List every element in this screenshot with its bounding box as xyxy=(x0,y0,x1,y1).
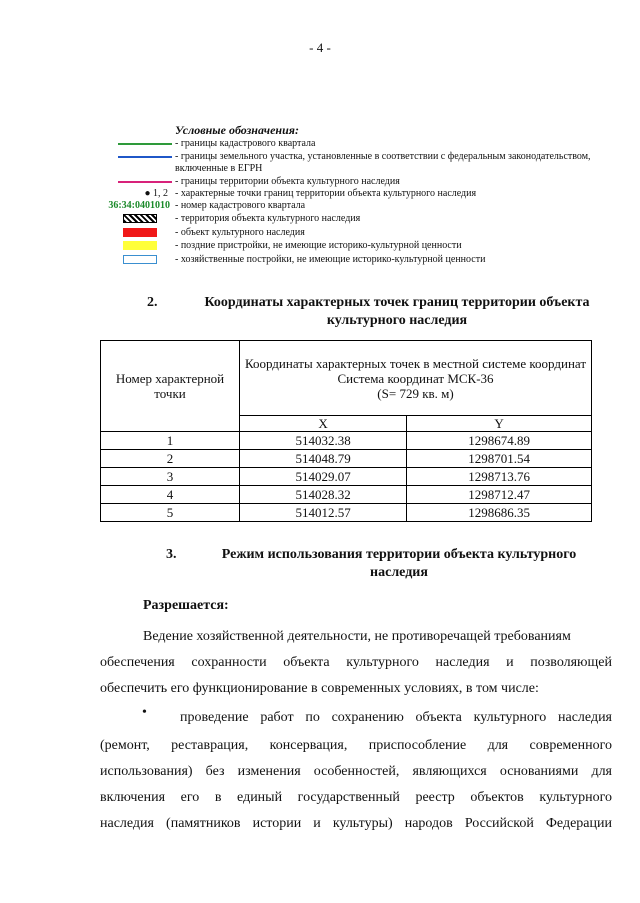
table-row: 1 514032.38 1298674.89 xyxy=(101,432,592,450)
paragraph-line: обеспечения сохранности объекта культурного наследия и позволяющей xyxy=(100,655,612,670)
table-row: 5 514012.57 1298686.35 xyxy=(101,504,592,522)
yellow-box-icon xyxy=(123,241,157,250)
red-box-icon xyxy=(123,228,157,237)
pink-line-icon xyxy=(118,181,172,183)
legend-item-heritage-object: - объект культурного наследия xyxy=(100,227,620,239)
section-2-title-line1: Координаты характерных точек границ территории объекта xyxy=(204,295,590,310)
outlined-box-icon xyxy=(123,255,157,264)
hatched-box-icon xyxy=(123,214,157,223)
section-2-heading xyxy=(147,294,607,334)
section-3-number: 3. xyxy=(166,547,177,562)
paragraph-line: обеспечить его функционирование в современных условиях, в том числе: xyxy=(100,681,539,696)
allowed-heading: Разрешается: xyxy=(143,598,229,613)
point-marker-icon: ● 1, 2 xyxy=(144,188,168,199)
section-2-title-line2: культурного наследия xyxy=(326,313,468,328)
table-row: 2 514048.79 1298701.54 xyxy=(101,450,592,468)
paragraph-line: Ведение хозяйственной деятельности, не противоречащей требованиям xyxy=(143,629,571,644)
table-row: 4 514028.32 1298712.47 xyxy=(101,486,592,504)
legend-item-heritage-boundary: - границы территории объекта культурного наследия xyxy=(100,176,620,188)
header-coordinates: Координаты характерных точек в местной системе координат Система координат МСК-36 (S= 729 кв. м) xyxy=(240,341,592,416)
green-line-icon xyxy=(118,143,172,145)
bullet-line: проведение работ по сохранению объекта культурного наследия xyxy=(180,710,612,725)
section-3-heading xyxy=(166,546,596,586)
bullet-line: использования) без изменения особенностей, являющихся основаниями для xyxy=(100,764,612,779)
cadastral-code: 36:34:0401010 xyxy=(108,200,170,211)
section-2-number: 2. xyxy=(147,295,158,310)
section-3-title-line1: Режим использования территории объекта культурного xyxy=(221,547,577,562)
legend-item-late-additions: - поздние пристройки, не имеющие историко-культурной ценности xyxy=(100,240,620,252)
blue-line-icon xyxy=(118,156,172,158)
header-x: X xyxy=(240,416,407,432)
bullet-line: (ремонт, реставрация, консервация, приспособление для современного xyxy=(100,738,612,753)
table-row: 3 514029.07 1298713.76 xyxy=(101,468,592,486)
bullet-line: включения его в единый государственный реестр объектов культурного xyxy=(100,790,612,805)
coordinates-table xyxy=(100,340,592,522)
legend-item-land-plot: - границы земельного участка, установленные в соответствии с федеральным законодательством, включенные в ЕГРН xyxy=(100,151,620,175)
page-number: - 4 - xyxy=(309,40,331,55)
header-y: Y xyxy=(407,416,592,432)
legend-item-cadastral-number: 36:34:0401010 - номер кадастрового квартала xyxy=(108,200,306,211)
bullet-icon: • xyxy=(142,705,147,720)
legend-item-outbuildings: - хозяйственные постройки, не имеющие историко-культурной ценности xyxy=(100,254,620,266)
header-point-number: Номер характерной точки xyxy=(101,341,240,432)
legend-title: Условные обозначения: xyxy=(175,123,299,137)
legend-item-cadastral-quarter: - границы кадастрового квартала xyxy=(100,138,620,150)
legend-item-heritage-territory: - территория объекта культурного наследия xyxy=(100,213,620,225)
section-3-title-line2: наследия xyxy=(370,565,428,580)
bullet-line: наследия (памятников истории и культуры) народов Российской Федерации xyxy=(100,816,612,831)
legend-item-points: ● 1, 2 - характерные точки границ территории объекта культурного наследия xyxy=(144,188,477,199)
